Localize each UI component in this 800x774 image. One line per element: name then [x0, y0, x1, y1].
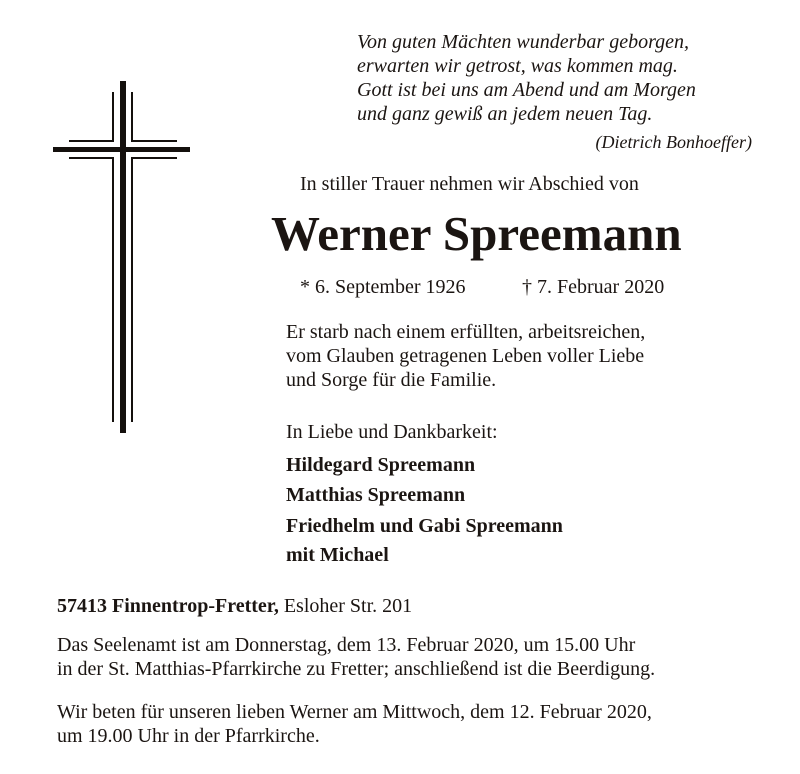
intro-text: In stiller Trauer nehmen wir Abschied von: [300, 173, 639, 195]
poem-line: Von guten Mächten wunderbar geborgen,: [357, 31, 689, 53]
tribute-line: Er starb nach einem erfüllten, arbeitsreichen,: [286, 321, 646, 343]
death-date: † 7. Februar 2020: [522, 276, 665, 298]
funeral-line: in der St. Matthias-Pfarrkirche zu Fretter; anschließend ist die Beerdigung.: [57, 658, 656, 680]
mourner: Friedhelm und Gabi Spreemann: [286, 515, 563, 537]
tribute-line: und Sorge für die Familie.: [286, 369, 497, 391]
prayer-line: Wir beten für unseren lieben Werner am Mittwoch, dem 12. Februar 2020,: [57, 701, 652, 723]
mourner: Hildegard Spreemann: [286, 454, 476, 476]
funeral-line: Das Seelenamt ist am Donnerstag, dem 13. Februar 2020, um 15.00 Uhr: [57, 634, 636, 656]
address-city: 57413 Finnentrop-Fretter,: [57, 595, 279, 617]
deceased-name: Werner Spreemann: [271, 206, 682, 261]
address: [57, 594, 412, 618]
poem-author: (Dietrich Bonhoeffer): [595, 132, 752, 152]
mourner: mit Michael: [286, 544, 389, 566]
poem-line: Gott ist bei uns am Abend und am Morgen: [357, 79, 696, 101]
poem-line: erwarten wir getrost, was kommen mag.: [357, 55, 678, 77]
address-street: Esloher Str. 201: [283, 595, 413, 617]
tribute-line: vom Glauben getragenen Leben voller Liebe: [286, 345, 645, 367]
prayer-line: um 19.00 Uhr in der Pfarrkirche.: [57, 725, 320, 747]
birth-date: * 6. September 1926: [300, 276, 466, 298]
gratitude-text: In Liebe und Dankbarkeit:: [286, 421, 498, 443]
poem-line: und ganz gewiß an jedem neuen Tag.: [357, 103, 653, 125]
mourner: Matthias Spreemann: [286, 484, 466, 506]
